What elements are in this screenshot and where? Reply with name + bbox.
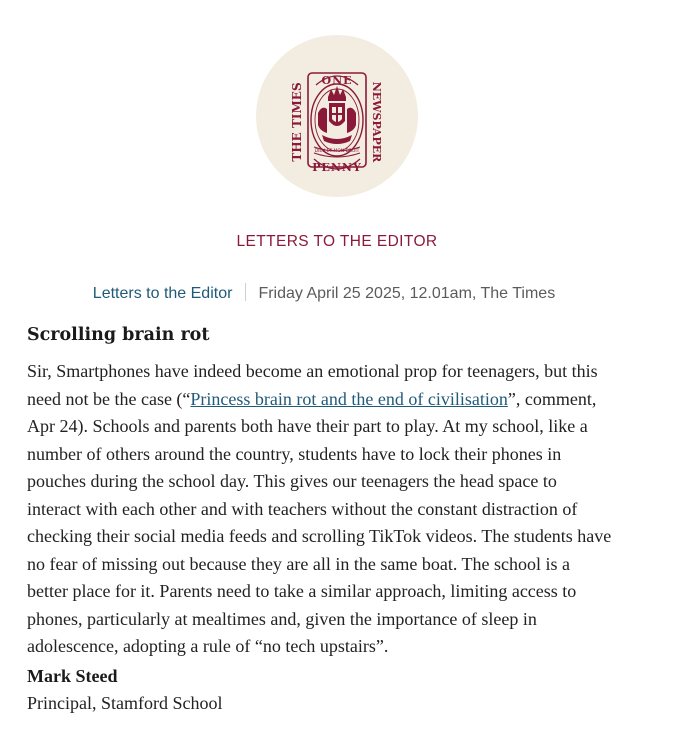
article-link[interactable]: Princess brain rot and the end of civilisation: [190, 388, 508, 409]
section-link[interactable]: Letters to the Editor: [92, 285, 233, 302]
signatory-title: Principal, Stamford School: [27, 693, 223, 713]
body-line: adolescence, adopting a rule of “no tech upstairs”.: [27, 636, 389, 656]
section-label: LETTERS TO THE EDITOR: [236, 233, 438, 250]
body-line: Sir, Smartphones have indeed become an emotional prop for teenagers, but this: [27, 361, 598, 381]
seal-text-left: THE TIMES: [290, 82, 304, 162]
body-line: checking their social media feeds and scrolling TikTok videos. The students have: [27, 526, 612, 546]
seal-emblem-icon: [256, 35, 418, 197]
publish-date: Friday April 25 2025, 12.01am, The Times: [258, 285, 556, 302]
times-seal-logo[interactable]: [256, 35, 418, 197]
body-line: better place for it. Parents need to take a similar approach, limiting access to: [27, 581, 577, 601]
body-line: number of others around the country, students have to lock their phones in: [27, 443, 562, 464]
signatory-name: Mark Steed: [27, 666, 118, 686]
article-meta: [0, 283, 648, 303]
body-line: [27, 386, 667, 414]
body-line: phones, particularly at mealtimes and, given the importance of sleep in: [27, 608, 537, 629]
body-text-fragment: ”, comment,: [507, 388, 597, 409]
seal-text-top: ONE: [321, 74, 353, 87]
seal-motto: DIEU ET MON DROIT: [314, 149, 360, 154]
seal-text-right: NEWSPAPER: [370, 81, 383, 163]
body-line: Apr 24). Schools and parents both have their part to play. At my school, like a: [27, 416, 588, 436]
letter-headline: Scrolling brain rot: [27, 325, 210, 345]
body-line: interact with each other and with teachers without the constant distraction of: [27, 498, 578, 519]
letter-body: [27, 358, 667, 661]
body-line: pouches during the school day. This gives our teenagers the head space to: [27, 471, 557, 491]
body-text-fragment: need not be the case (“: [27, 388, 191, 409]
seal-text-bottom: PENNY: [312, 161, 362, 174]
meta-divider: [245, 283, 246, 301]
body-line: no fear of missing out because they are all in the same boat. The school is a: [27, 553, 571, 574]
